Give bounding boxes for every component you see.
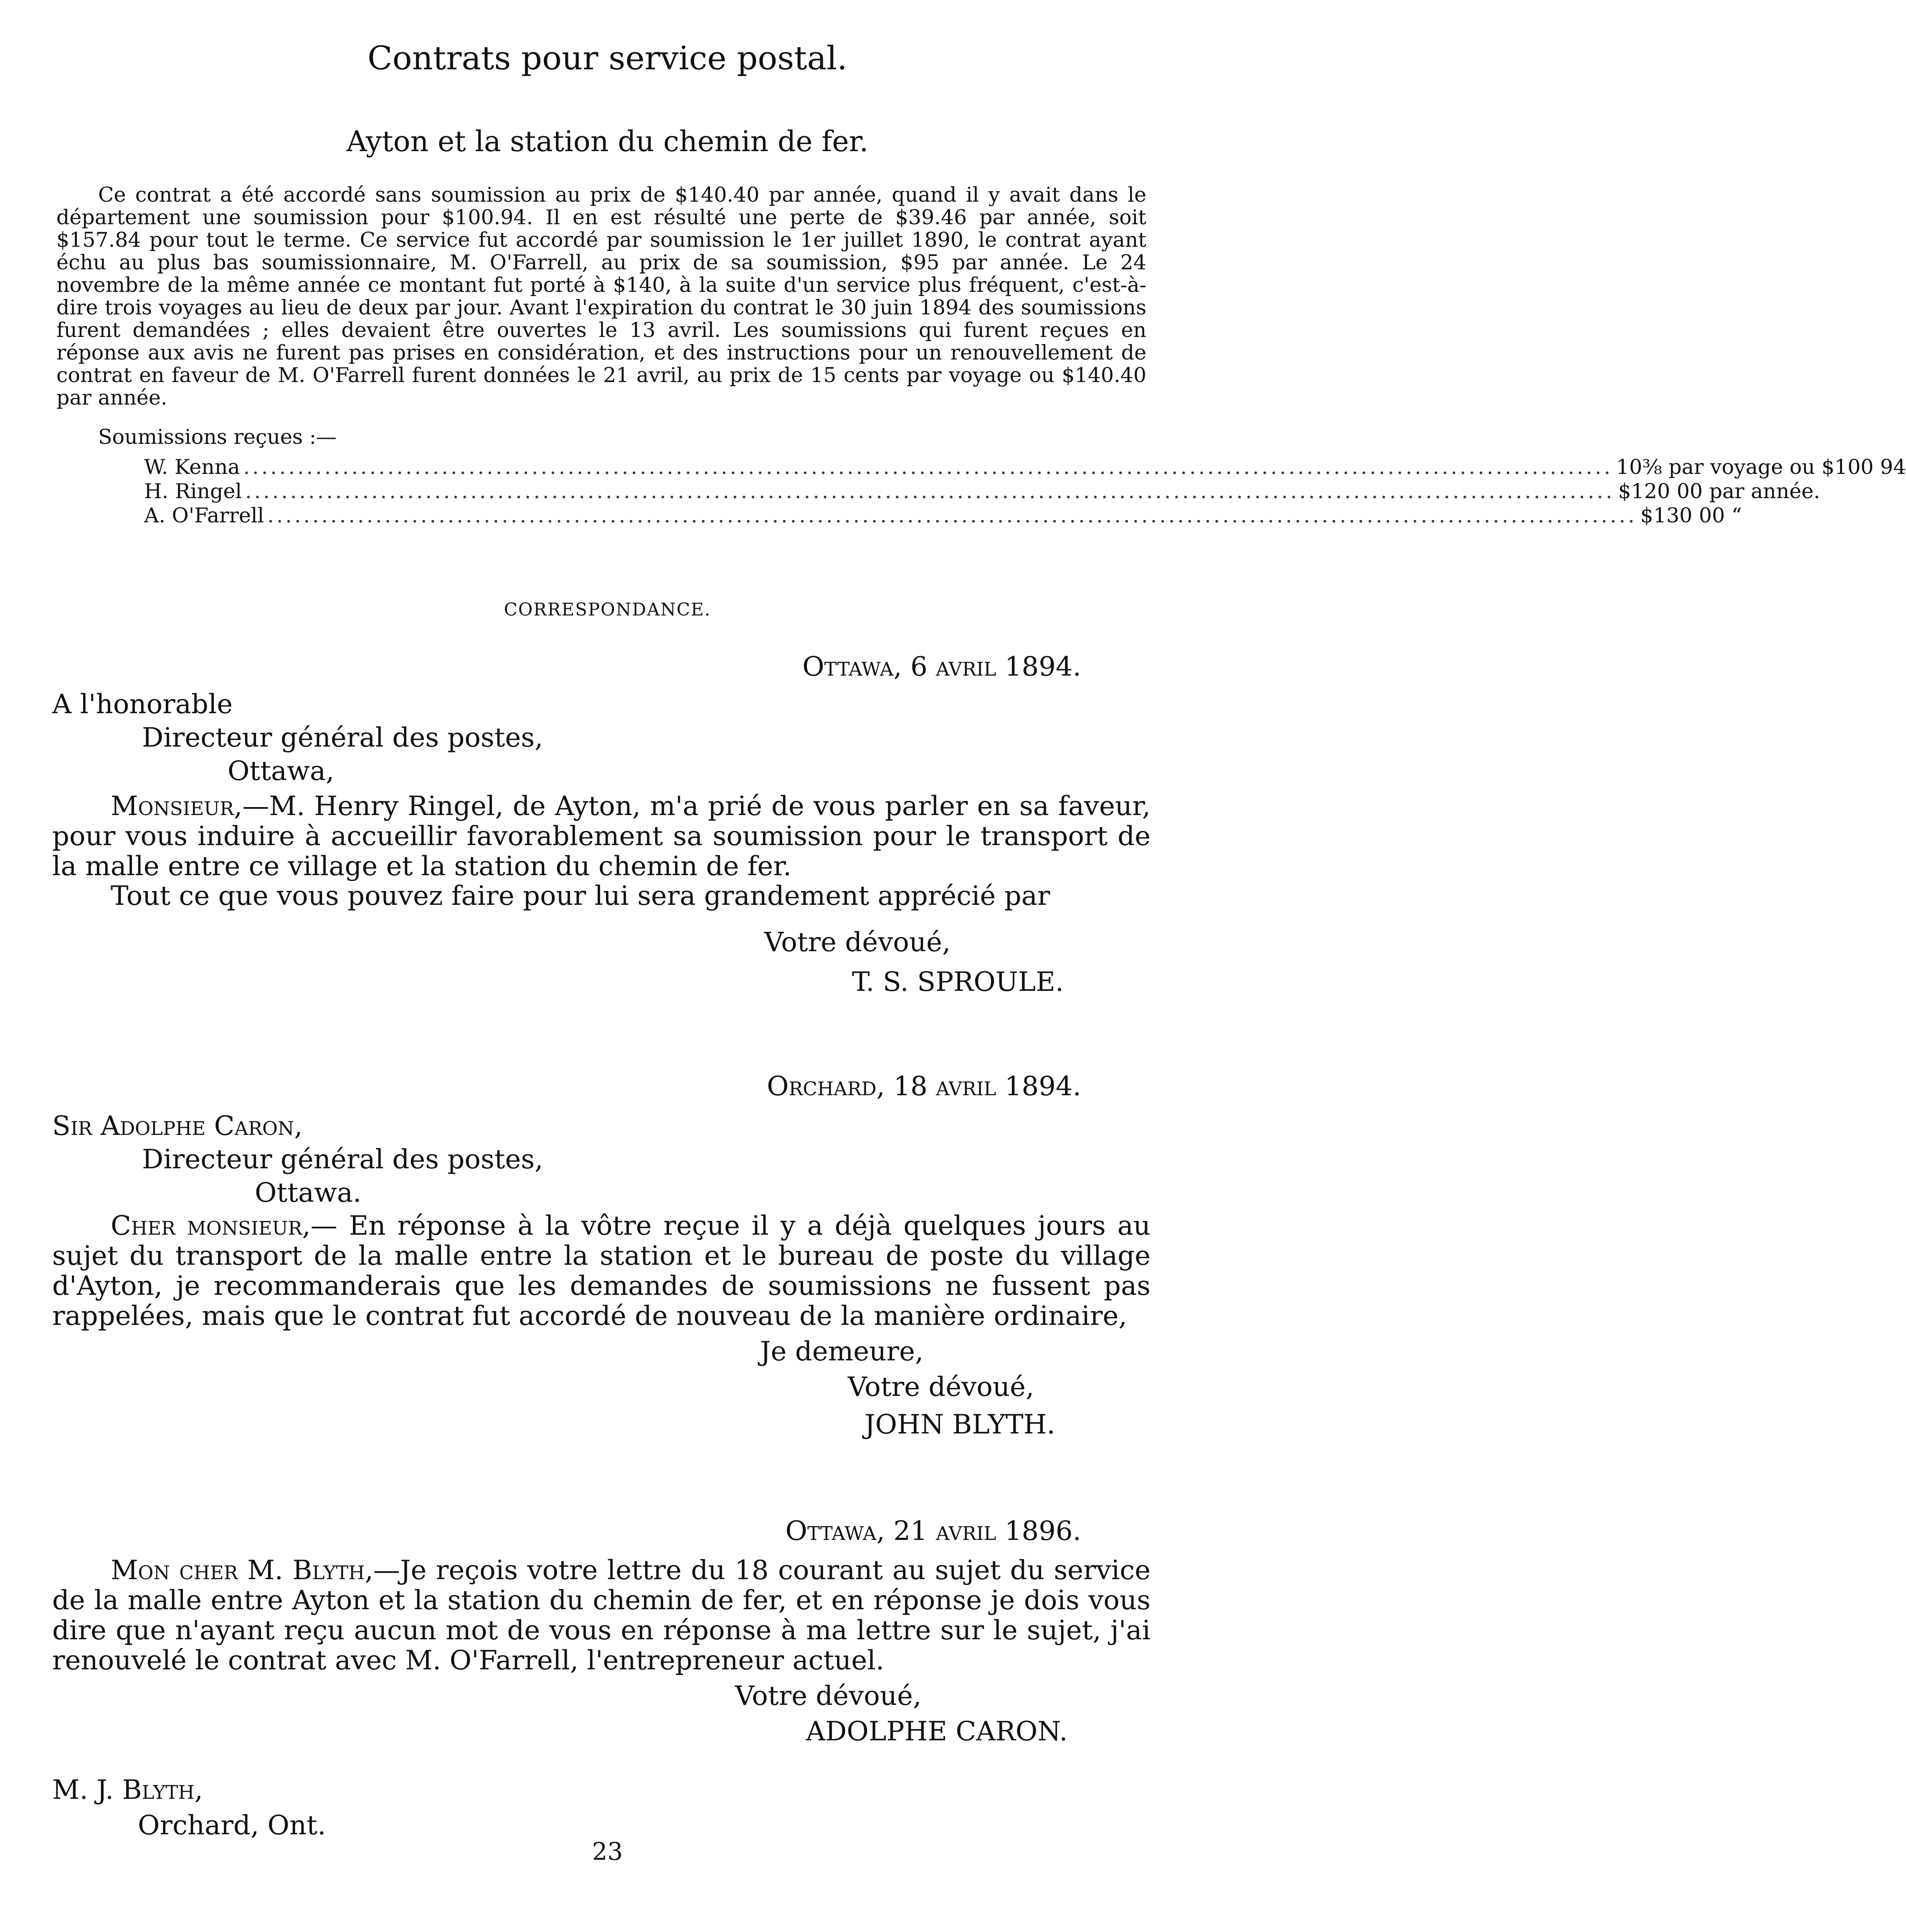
tender-name: H. Ringel — [144, 479, 242, 503]
letter2-address-line: Directeur général des postes, — [142, 1144, 543, 1175]
letter1-address-line: Directeur général des postes, — [142, 722, 543, 753]
page-number: 23 — [592, 1837, 623, 1866]
letter2-address-line: Sir Adolphe Caron, — [52, 1111, 303, 1142]
tender-row — [144, 455, 1906, 479]
letter1-body-2 — [52, 881, 1151, 911]
letter1-body-text-2: Tout ce que vous pouvez faire pour lui sera grandement apprécié par — [111, 881, 1050, 912]
letter1-body — [52, 791, 1151, 881]
tender-amount: $120 00 par année. — [1618, 479, 1820, 503]
letter2-closing: Votre dévoué, — [848, 1372, 1034, 1403]
letter2-salutation: Cher monsieur, — [111, 1210, 311, 1241]
tender-amount: $130 00 “ — [1640, 504, 1742, 527]
letter3-closing: Votre dévoué, — [735, 1681, 922, 1712]
page-title: Contrats pour service postal. — [367, 40, 847, 77]
summary-text: Ce contrat a été accordé sans soumission au prix de $140.40 par année, quand il y avait dans le département une soumission pour $100.94. Il en est résulté une perte de $39.46 par année, soit $157.84 pour tout le terme. Ce service fut accordé par soumission le 1er juillet 1890, le contrat ayant échu au plus bas soumissionnaire, M. O'Farrell, au prix de sa soumission, $95 par année. Le 24 novembre de la même année ce montant fut porté à $140, à la suite d'un service plus fréquent, c'est-à-dire trois voyages au lieu de deux par jour. Avant l'expiration du contrat le 30 juin 1894 des soumissions furent demandées ; elles devaient être ouvertes le 13 avril. Les soumissions qui furent reçues en réponse aux avis ne furent pas prises en considération, et des instructions pour un renouvellement de contrat en faveur de M. O'Farrell furent données le 21 avril, au prix de 15 cents par voyage ou $140.40 par année. — [56, 183, 1146, 410]
tenders-label: Soumissions reçues :— — [98, 425, 337, 449]
letter1-dateline: Ottawa, 6 avril 1894. — [802, 651, 1081, 682]
letter2-dateline: Orchard, 18 avril 1894. — [767, 1071, 1081, 1102]
letter2-address-line: Ottawa. — [255, 1177, 362, 1208]
letter3-signature: ADOLPHE CARON. — [806, 1716, 1068, 1747]
tender-row — [144, 504, 1742, 527]
section-subtitle: Ayton et la station du chemin de fer. — [346, 125, 869, 158]
letter1-salutation: Monsieur, — [111, 791, 243, 822]
letter2-body — [52, 1211, 1151, 1331]
tender-name: A. O'Farrell — [144, 504, 264, 527]
summary-paragraph — [56, 184, 1146, 409]
letter3-body-text: —Je reçois votre lettre du 18 courant au sujet du service de la malle entre Ayton et la station du chemin de fer, et en réponse je dois vous dire que n'ayant reçu aucun mot de vous en réponse à ma lettre sur le sujet, j'ai renouvelé le contrat avec M. O'Farrell, l'entrepreneur actuel. — [52, 1555, 1151, 1676]
letter3-body — [52, 1555, 1151, 1676]
tender-amount: 10⅜ par voyage ou $100 94 — [1616, 455, 1906, 479]
tender-row — [144, 479, 1820, 503]
letter2-closing: Je demeure, — [760, 1336, 924, 1367]
letter3-address-line: Orchard, Ont. — [138, 1810, 326, 1841]
correspondence-heading: CORRESPONDANCE. — [504, 599, 711, 620]
dot-leader: ........................................................................................................................................................ — [243, 455, 1613, 479]
letter1-address-line: Ottawa, — [228, 756, 335, 787]
letter2-signature: JOHN BLYTH. — [864, 1409, 1055, 1440]
letter1-signature: T. S. SPROULE. — [852, 967, 1064, 998]
dot-leader: ........................................................................................................................................................ — [267, 504, 1637, 527]
letter3-dateline: Ottawa, 21 avril 1896. — [785, 1516, 1081, 1547]
letter1-closing: Votre dévoué, — [764, 927, 951, 958]
letter2-body-text: — En réponse à la vôtre reçue il y a déjà quelques jours au sujet du transport de la malle entre la station et le bureau de poste du village d'Ayton, je recommanderais que les demandes de soumissions ne fussent pas rappelées, mais que le contrat fut accordé de nouveau de la manière ordinaire, — [52, 1210, 1151, 1332]
letter1-address-line: A l'honorable — [52, 689, 233, 720]
letter3-address-line: M. J. Blyth, — [52, 1775, 203, 1805]
letter3-salutation: Mon cher M. Blyth, — [111, 1555, 373, 1586]
dot-leader: ........................................................................................................................................................ — [245, 479, 1615, 503]
tender-name: W. Kenna — [144, 455, 240, 479]
letter1-body-text: —M. Henry Ringel, de Ayton, m'a prié de vous parler en sa faveur, pour vous induire à accueillir favorablement sa soumission pour le transport de la malle entre ce village et la station du chemin de fer. — [52, 791, 1151, 882]
